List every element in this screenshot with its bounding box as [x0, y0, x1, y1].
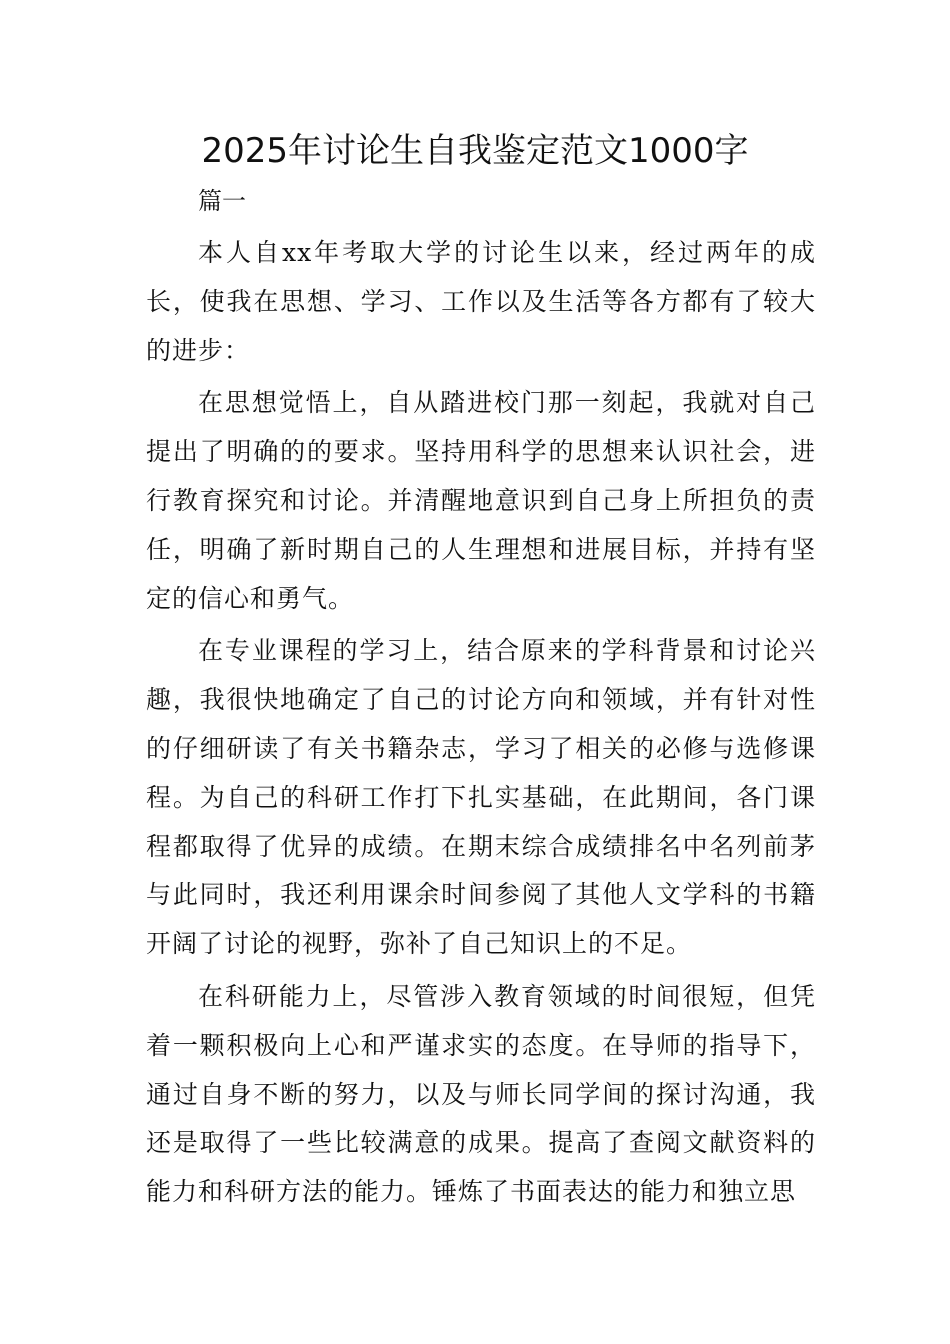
document-title: 2025年讨论生自我鉴定范文1000字 — [201, 131, 749, 171]
section-label: 篇一 — [198, 187, 246, 215]
document-body — [146, 177, 816, 1217]
paragraph-research: 在科研能力上，尽管涉入教育领域的时间很短，但凭着一颗积极向上心和严谨求实的态度。在导师的指导下，通过自身不断的努力，以及与师长同学间的探讨沟通，我还是取得了一些比较满意的成果。提高了查阅文献资料的能力和科研方法的能力。锤炼了书面表达的能力和独立思 — [146, 981, 816, 1207]
paragraph-coursework: 在专业课程的学习上，结合原来的学科背景和讨论兴趣，我很快地确定了自己的讨论方向和领域，并有针对性的仔细研读了有关书籍杂志，学习了相关的必修与选修课程。为自己的科研工作打下扎实基础，在此期间，各门课程都取得了优异的成绩。在期末综合成绩排名中名列前茅与此同时，我还利用课余时间参阅了其他人文学科的书籍开阔了讨论的视野，弥补了自己知识上的不足。 — [146, 636, 816, 959]
paragraph-intro: 本人自xx年考取大学的讨论生以来，经过两年的成长，使我在思想、学习、工作以及生活等各方都有了较大的进步： — [146, 238, 816, 365]
paragraph-ideology: 在思想觉悟上，自从踏进校门那一刻起，我就对自己提出了明确的的要求。坚持用科学的思想来认识社会，进行教育探究和讨论。并清醒地意识到自己身上所担负的责任，明确了新时期自己的人生理想和进展目标，并持有坚定的信心和勇气。 — [146, 388, 816, 613]
